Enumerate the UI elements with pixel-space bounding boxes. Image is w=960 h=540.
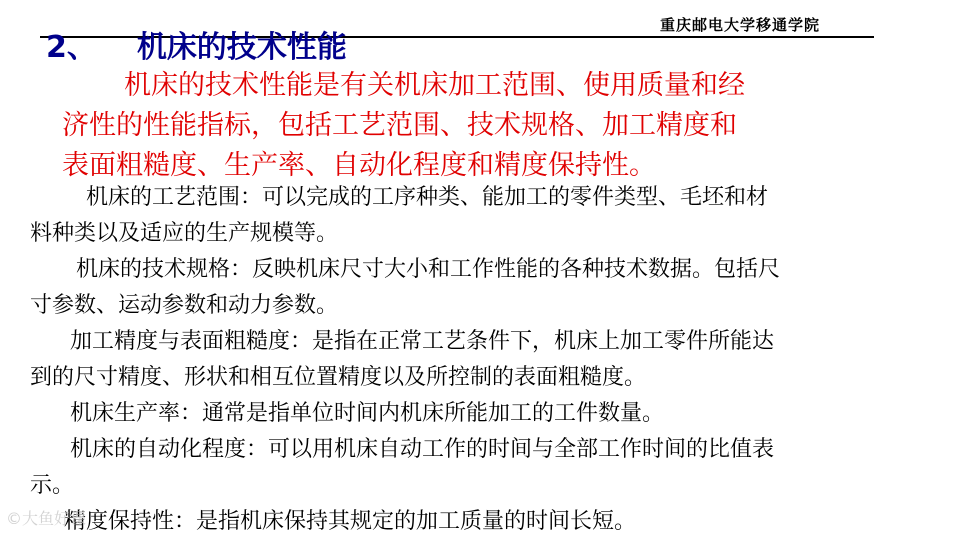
body-text — [30, 180, 930, 540]
spec-line: 寸参数、运动参数和动力参数。 — [30, 293, 339, 318]
precision-retention-line: 精度保持性：是指机床保持其规定的加工质量的时间长短。 — [64, 509, 637, 534]
school-name: 重庆邮电大学移通学院 — [660, 16, 821, 34]
process-range-line: 机床的工艺范围：可以完成的工序种类、能加工的零件类型、毛坯和材 — [86, 185, 769, 210]
watermark-logo: ©大鱼好课 — [6, 509, 87, 528]
section-heading — [46, 22, 347, 66]
lead-line: 机床的技术性能是有关机床加工范围、使用质量和经 — [124, 70, 745, 101]
automation-line: 机床的自动化程度：可以用机床自动工作的时间与全部工作时间的比值表 — [70, 437, 775, 462]
accuracy-line: 加工精度与表面粗糙度：是指在正常工艺条件下，机床上加工零件所能达 — [70, 329, 775, 354]
section-title: 机床的技术性能 — [136, 30, 347, 65]
lead-paragraph — [62, 66, 882, 186]
productivity-line: 机床生产率：通常是指单位时间内机床所能加工的工件数量。 — [70, 401, 665, 426]
accuracy-line: 到的尺寸精度、形状和相互位置精度以及所控制的表面粗糙度。 — [30, 365, 647, 390]
process-range-line: 料种类以及适应的生产规模等。 — [30, 221, 339, 246]
spec-line: 机床的技术规格：反映机床尺寸大小和工作性能的各种技术数据。包括尺 — [76, 257, 781, 282]
section-number: 2、 — [46, 30, 97, 65]
lead-line: 济性的性能指标，包括工艺范围、技术规格、加工精度和 — [62, 110, 737, 141]
automation-line: 示。 — [30, 473, 75, 498]
lead-line: 表面粗糙度、生产率、自动化程度和精度保持性。 — [62, 150, 656, 181]
